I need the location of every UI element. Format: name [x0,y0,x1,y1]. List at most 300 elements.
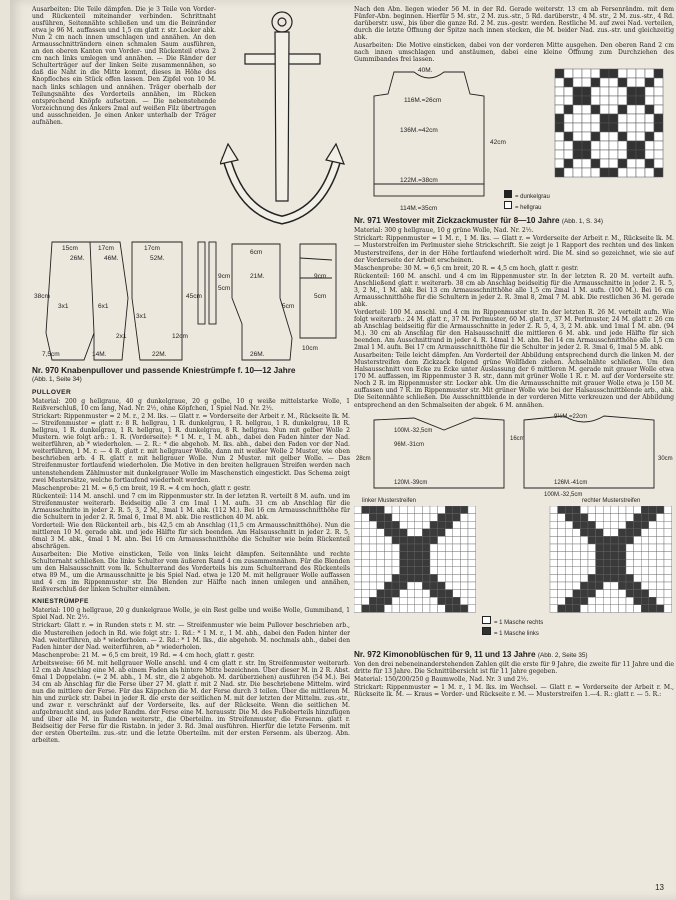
right-column [354,6,674,699]
stitch-cell [596,513,604,521]
paragraph: Strickart: Glatt r. = in Runden stets r. M. str. — Streifenmuster wie beim Pullover beschrieben arb., die Mustereihen jedoch in Rd. wie folgt str.: 1. Rd.: * 1 M. r., 1 M. abh., dabei den Faden hinter der Nad. weiterführen, ab * wiederholen. — 2. Rd.: * 1 M. lks., die abgehob. M. nochmals abh., dabei den Faden hinter der Nad. weiterführen, ab * wiederholen. [32,622,350,651]
stitch-cell [656,559,664,567]
stitch-cell [596,574,604,582]
legend-dark-label: = dunkelgrau [515,194,550,201]
chart-cell [636,159,645,168]
stitch-cell [588,506,596,514]
chart-cell [564,78,573,87]
svg-text:9½M.=22cm: 9½M.=22cm [554,413,588,420]
stitch-cell [460,536,468,544]
page-number: 13 [655,883,664,892]
stitch-cell [422,559,430,567]
stitch-cell [580,536,588,544]
stitch-cell [618,506,626,514]
chart-cell [654,69,663,78]
stitch-cell [626,528,634,536]
stitch-cell [460,582,468,590]
stitch-cell [580,566,588,574]
stitch-cell [558,574,566,582]
chart-cell [645,87,654,96]
stitch-cell [377,513,385,521]
subheading-972: (Abb. 2, Seite 35) [537,651,588,659]
chart-cell [609,150,618,159]
stitch-cell [649,528,657,536]
stitch-cell [573,597,581,605]
stitch-cell [445,513,453,521]
stitch-cell [649,566,657,574]
stitch-cell [550,597,558,605]
heading-971-text: Nr. 971 Westover mit Zickzackmuster für 8—10 Jahre [354,216,560,226]
chart-cell [564,123,573,132]
stitch-cell [407,574,415,582]
stitch-cell [468,528,476,536]
chart-cell [573,168,582,177]
stitch-cell [369,566,377,574]
stitch-cell [415,589,423,597]
stitch-cell [438,604,446,612]
stitch-cell [453,536,461,544]
stitch-cell [618,544,626,552]
stitch-cell [453,597,461,605]
heading-971 [354,216,674,227]
stitch-cell [453,528,461,536]
stitch-cell [565,528,573,536]
chart-cell [627,150,636,159]
chart-cell [600,168,609,177]
svg-text:96M.-31cm: 96M.-31cm [394,441,425,448]
stitch-cell [354,506,362,514]
stitch-cell [438,544,446,552]
dark-swatch-icon [504,190,512,198]
stitch-cell [649,506,657,514]
stitch-cell [649,544,657,552]
stitch-cell [558,566,566,574]
chart-cell [654,78,663,87]
stitch-cell [626,597,634,605]
stitch-cell [649,604,657,612]
stitch-cell [588,559,596,567]
chart-cell [609,69,618,78]
chart-cell [618,69,627,78]
svg-text:3x1: 3x1 [136,313,147,320]
stitch-cell [377,582,385,590]
stitch-cell [415,582,423,590]
chart-cell [573,114,582,123]
stitch-cell [573,566,581,574]
chart-cell [582,168,591,177]
stitch-cell [369,597,377,605]
chart-cell [573,123,582,132]
stitch-cell [634,544,642,552]
stitch-cell [369,574,377,582]
paragraph: Maschenprobe: 30 M. = 6,5 cm breit, 20 R. = 4,5 cm hoch, glatt r. gestr. [354,264,579,272]
stitch-cell [580,604,588,612]
stitch-cell [430,604,438,612]
stitch-cell [369,544,377,552]
chart-cell [555,78,564,87]
stitch-cell [565,589,573,597]
stitch-cell [656,589,664,597]
stitch-cell [558,536,566,544]
stitch-cell [369,536,377,544]
stitch-cell [588,544,596,552]
chart-cell [573,141,582,150]
stitch-cell [664,582,672,590]
chart-cell [591,96,600,105]
chart-cell [618,141,627,150]
paragraph: Maschenprobe: 21 M. = 6,5 cm breit, 19 R. = 4 cm hoch, glatt r. gestr. [32,484,251,492]
stitch-cell [550,513,558,521]
chart-cell [573,105,582,114]
chart-cell [582,69,591,78]
paragraph: Strickart: Rippenmuster = 1 M. r., 1 M. lks. im Wechsel. — Glatt r. = Vorderseite der Arbeit r. M., Rückseite lk. M. — Kraus = Vorder- und Rückseite r. M. — Musterstreifen 1.—4. R.: glatt r. — 5. R.: [354,683,674,698]
chart-cell [573,159,582,168]
chart-cell [591,123,600,132]
chart-cell [591,87,600,96]
stitch-cell [362,544,370,552]
stitch-cell [468,513,476,521]
stitch-cell [573,521,581,529]
stitch-cell [641,544,649,552]
stitch-cell [438,582,446,590]
stitch-cell [438,506,446,514]
stitch-cell [392,513,400,521]
chart-cell [645,132,654,141]
stitch-cell [415,521,423,529]
stitch-cell [445,551,453,559]
stitch-cell [468,574,476,582]
stitch-cell [558,528,566,536]
paragraph: Nach den Abn. liegen wieder 56 M. in der Rd. Gerade weiterstr. 13 cm ab Fersenrändm. mit dem Fünfer-Abn. beginnen. Hierfür 5 M. str., 2 M. zus.-str., 5 Rd. darüberstr., 4 M. str., 2 M. zus.-str., 4 Rd. darüberstr. usw., bis über die ganze Rd. 2 M. zus.-gestr. werden. Restliche M. auf zwei Nad. verteilen, durch die letzte Öffnung der Spitze nach innen stecken, die M. beider Nad. zus.-str. und gleichzeitig abk. [354,6,674,42]
stitch-cell [422,589,430,597]
stitch-cell [596,528,604,536]
chart-cell [618,87,627,96]
paragraph: Rückenteil: 114 M. anschl. und 7 cm im Rippenmuster str. In der letzten R. verteilt 8 M. aufn. und im Streifenmuster weiterarb. Beidseitig alle 3 cm 1mal 1 M. aufn. 31 cm ab Anschlag für die Armausschnitte in jeder 2. R. 5, 3, 2 M., 3mal 1 M. abk. (112 M.). Bei 16 cm Armausschnitthöhe für die Schultern in jeder 2. R. 5mal 6, 1mal 8 M. abk. Die restlichen 40 M. abk. [32,492,350,521]
stitch-cell [377,559,385,567]
stitch-cell [468,544,476,552]
stitch-cell [445,544,453,552]
stitch-cell [603,551,611,559]
svg-text:10cm: 10cm [302,345,318,352]
stitch-cell [422,528,430,536]
stitch-cell [438,574,446,582]
svg-text:6cm: 6cm [250,249,263,256]
stitch-cell [362,551,370,559]
stitch-cell [634,604,642,612]
stitch-cell [580,589,588,597]
stitch-cell [407,604,415,612]
stitch-cell [664,521,672,529]
stitch-cell [611,521,619,529]
stitch-cell [573,506,581,514]
stitch-cell [445,574,453,582]
stitch-cell [453,574,461,582]
chart-cell [645,141,654,150]
stitch-cell [611,566,619,574]
stitch-cell [468,536,476,544]
chart-cell [609,123,618,132]
chart-cell [555,105,564,114]
chart-cell [618,105,627,114]
svg-text:114M.=35cm: 114M.=35cm [400,205,438,213]
stitch-cell [438,521,446,529]
stitch-cell [354,536,362,544]
stitch-cell [634,506,642,514]
stitch-cell [618,559,626,567]
stitch-cell [453,582,461,590]
chart-cell [582,105,591,114]
stitch-cell [369,559,377,567]
stitch-cell [641,528,649,536]
stitch-cell [656,566,664,574]
stitch-cell [422,574,430,582]
stitch-cell [565,597,573,605]
stitch-cell [550,559,558,567]
stitch-cell [611,589,619,597]
svg-text:22M.: 22M. [152,351,167,358]
chart-cell [591,105,600,114]
schematic-diagram [32,238,350,364]
stitch-cell [384,544,392,552]
stitch-cell [468,551,476,559]
stitch-cell [422,604,430,612]
stitch-cell [580,544,588,552]
stitch-cell [618,551,626,559]
stitch-cell [656,528,664,536]
chart-cell [600,159,609,168]
magazine-page [10,0,676,900]
stitch-cell [611,574,619,582]
chart-cell [627,69,636,78]
stitch-cell [384,559,392,567]
stitch-cell [649,513,657,521]
chart-cell [555,96,564,105]
paragraph: Maschenprobe: 21 M. = 6,5 cm breit, 19 Rd. = 4 cm hoch, glatt r. gestr. [32,651,255,659]
chart-cell [654,123,663,132]
chart-cell [600,96,609,105]
stitch-cell [558,589,566,597]
stitch-legend [482,616,543,638]
chart-cell [654,96,663,105]
section-pullover: PULLOVER [32,389,72,396]
stitch-cell [415,559,423,567]
svg-text:38cm: 38cm [34,293,50,300]
chart-cell [591,132,600,141]
stitch-cell [656,597,664,605]
anchor-figure [220,6,350,236]
chart-cell [627,105,636,114]
stitch-cell [664,506,672,514]
stitch-cell [392,551,400,559]
stitch-cell [558,506,566,514]
stitch-cell [618,582,626,590]
stitch-cell [460,566,468,574]
stitch-cell [430,544,438,552]
stitch-cell [362,536,370,544]
chart-cell [609,105,618,114]
stitch-cell [565,582,573,590]
svg-text:52M.: 52M. [150,255,165,262]
stitch-cell [550,521,558,529]
legend-right-stitch: = 1 Masche rechts [494,619,544,626]
stitch-cell [649,551,657,559]
stitch-cell [641,589,649,597]
stitch-cell [573,574,581,582]
stitch-cell [392,544,400,552]
stitch-cell [369,604,377,612]
stitch-cell [460,559,468,567]
svg-text:126M.-41cm: 126M.-41cm [554,479,588,486]
chart-cell [555,150,564,159]
chart-cell [645,78,654,87]
stitch-cell [664,559,672,567]
stitch-cell [641,574,649,582]
stitch-cell [362,566,370,574]
stitch-cell [445,528,453,536]
stitch-cell [603,597,611,605]
chart-cell [555,159,564,168]
chart-cell [564,96,573,105]
filled-box-icon [482,627,491,635]
stitch-cell [641,604,649,612]
stitch-cell [468,506,476,514]
stitch-cell [626,589,634,597]
stitch-cell [618,574,626,582]
stitch-cell [400,506,408,514]
stitch-cell [558,597,566,605]
stitch-cell [460,544,468,552]
stitch-cell [588,589,596,597]
section-kniestruempfe: KNIESTRÜMPFE [32,598,89,606]
stitch-cell [611,582,619,590]
stitch-cell [430,528,438,536]
stitch-cell [392,574,400,582]
stitch-cell [438,559,446,567]
stitch-cell [453,551,461,559]
stitch-cell [618,528,626,536]
stitch-cell [445,506,453,514]
svg-text:100M.-32,5cm: 100M.-32,5cm [394,427,433,434]
chart-cell [645,114,654,123]
stitch-cell [438,528,446,536]
stitch-cell [384,566,392,574]
pattern-diagram-970 [32,238,350,364]
chart-cell [555,168,564,177]
chart-cell [645,123,654,132]
stitch-cell [430,589,438,597]
stitch-cell [468,521,476,529]
stitch-cell [634,589,642,597]
stitch-cell [445,589,453,597]
stitch-cell [656,506,664,514]
stitch-cell [468,604,476,612]
stitch-cell [377,506,385,514]
paragraph: Rückenteil: 160 M. anschl. und 4 cm im Rippenmuster str. In der letzten R. 20 M. verteilt aufn. Anschließend glatt r. weiterarb. 38 cm ab Anschlag beidseitig für die Armausschnitte in jeder 2. R. 5, 3, 2 M., 1 M. abk. Bei 13 cm Armausschnitthöhe alle 1,5 cm 2mal 1 M. aufn. (100 M.). Bei 16 cm Armausschnitthöhe für die Schultern in jeder 2. R. 3mal 8, 2mal 7 M. abk. Die restlichen 36 M. gerade abk. [354,272,674,308]
chart-cell [564,69,573,78]
stitch-cell [573,589,581,597]
stitch-cell [354,604,362,612]
stitch-cell [558,604,566,612]
stitch-cell [468,597,476,605]
paragraph: Material: 200 g hellgraue, 40 g dunkelgraue, 20 g gelbe, 10 g weiße mittelstarke Wolle, 1 Reißverschluß, 10 cm lang, Nad. Nr. 2½, ohne Köpfchen, 1 Spiel Nad. Nr. 2½. [32,398,350,413]
stitch-cell [407,589,415,597]
chart-cell [654,114,663,123]
chart-cell [645,150,654,159]
chart-cell [600,78,609,87]
stitch-cell [384,513,392,521]
svg-text:6x1: 6x1 [98,303,109,310]
stitch-cell [384,597,392,605]
chart-cell [591,150,600,159]
svg-text:30cm: 30cm [658,455,673,462]
stitch-cell [445,582,453,590]
stitch-cell [596,589,604,597]
stitch-cell [384,506,392,514]
stitch-cell [453,589,461,597]
chart-cell [609,159,618,168]
svg-text:12cm: 12cm [172,333,188,340]
stitch-cell [384,582,392,590]
chart-cell [654,87,663,96]
chart-cell [564,105,573,114]
chart-cell [618,114,627,123]
stitch-cell [565,536,573,544]
stitch-cell [445,566,453,574]
stitch-cell [453,566,461,574]
stitch-cell [354,559,362,567]
stitch-cell [618,604,626,612]
stitch-cell [656,551,664,559]
stitch-cell [588,551,596,559]
stitch-cell [618,521,626,529]
stitch-cell [415,566,423,574]
stitch-cell [430,582,438,590]
stitch-cell [407,506,415,514]
stitch-cell [460,506,468,514]
stitch-cell [641,521,649,529]
chart-cell [636,105,645,114]
stitch-cell [445,559,453,567]
chart-cell [564,141,573,150]
stitch-cell [550,506,558,514]
stitch-cell [656,544,664,552]
stitch-cell [565,604,573,612]
stitch-cell [565,559,573,567]
svg-text:120M.-39cm: 120M.-39cm [394,479,428,486]
chart-cell [654,150,663,159]
svg-text:9cm: 9cm [218,273,231,280]
heading-970: Nr. 970 Knabenpullover und passende Kniestrümpfe f. 10—12 Jahre [32,366,296,375]
stitch-cell [588,597,596,605]
chart-cell [627,78,636,87]
stitch-cell [588,513,596,521]
chart-cell [636,123,645,132]
legend [504,190,550,212]
chart-cell [564,114,573,123]
chart-cell [636,168,645,177]
paragraph: Strickart: Rippenmuster = 1 M. r., 1 M. lks. — Glatt r. = Vorderseite der Arbeit r. M., Rückseite lk. M. — Musterstreifen im Perlmuster siehe Strickschrift. Sie zeigt je 1 Rapport des rechten und des linken Musterstreifens, der in der Höhe fortlaufend wiederholt wird. Die M. sind so gezeichnet, wie sie auf der Vorderseite der Arbeit erscheinen. [354,235,674,264]
stitch-cell [362,589,370,597]
stitch-cell [422,597,430,605]
stitch-cell [626,544,634,552]
stitch-cell [460,574,468,582]
chart-cell [600,114,609,123]
chart-cell [555,141,564,150]
chart-cell [591,141,600,150]
stitch-cell [460,528,468,536]
stitch-cell [422,536,430,544]
chart-cell [555,123,564,132]
